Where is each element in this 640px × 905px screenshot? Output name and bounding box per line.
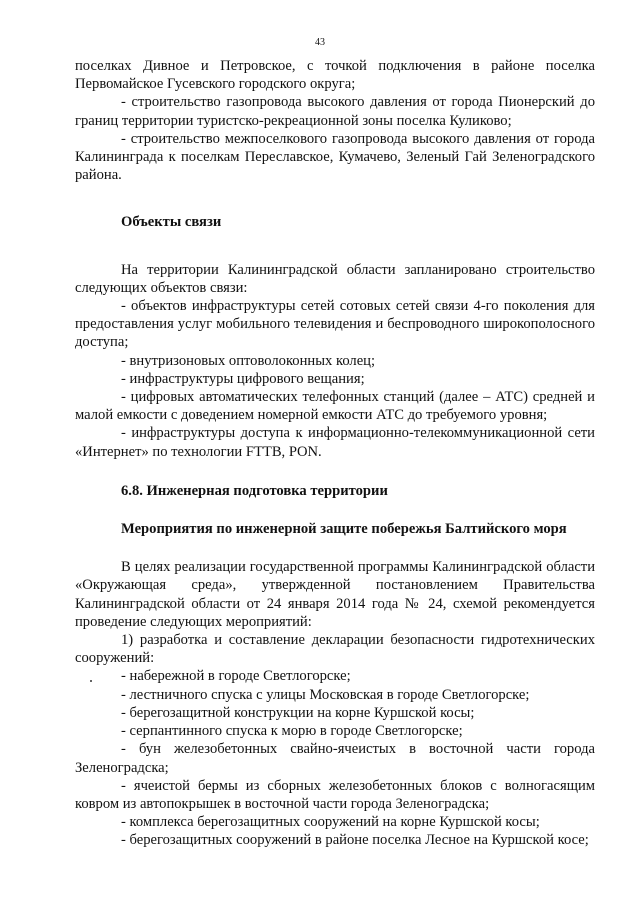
page-content — [75, 57, 595, 850]
scan-speck — [90, 680, 92, 682]
paragraph-gas-pionersky: - строительство газопровода высокого давления от города Пионерский до границ территории туристско-рекреационной зоны поселка Куликово; — [75, 94, 595, 129]
heading-engineering-preparation: 6.8. Инженерная подготовка территории — [121, 482, 388, 499]
heading-coast-protection: Мероприятия по инженерной защите побережья Балтийского моря — [121, 521, 567, 538]
list-item: - берегозащитных сооружений в районе поселка Лесное на Куршской косе; — [121, 832, 589, 849]
list-item: - берегозащитной конструкции на корне Куршской косы; — [121, 704, 475, 721]
list-item: - набережной в городе Светлогорске; — [121, 668, 351, 685]
list-item-numbered: 1) разработка и составление декларации безопасности гидротехнических сооружений: — [75, 632, 595, 667]
list-item: - комплекса берегозащитных сооружений на корне Куршской косы; — [121, 814, 540, 831]
list-item: - объектов инфраструктуры сетей сотовых сетей связи 4-го поколения для предоставления услуг мобильного телевидения и беспроводного широкополосного доступа; — [75, 298, 595, 351]
heading-communications: Объекты связи — [121, 214, 222, 231]
paragraph-gas-settlements: поселках Дивное и Петровское, с точкой подключения в районе поселка Первомайское Гусевского городского округа; — [75, 58, 595, 93]
communications-intro: На территории Калининградской области запланировано строительство следующих объектов связи: — [75, 261, 595, 296]
paragraph-gas-kaliningrad: - строительство межпоселкового газопровода высокого давления от города Калининграда к поселкам Переславское, Кумачево, Зеленый Гай Зеленоградского района. — [75, 130, 595, 184]
list-item: - инфраструктуры цифрового вещания; — [121, 370, 365, 387]
list-item: - инфраструктуры доступа к информационно-телекоммуникационной сети «Интернет» по технологии FTTB, PON. — [75, 425, 595, 460]
list-item: - цифровых автоматических телефонных станций (далее – АТС) средней и малой емкости с доведением номерной емкости АТС до требуемого уровня; — [75, 389, 595, 424]
list-item: - ячеистой бермы из сборных железобетонных блоков с волногасящим ковром из автопокрышек в восточной части города Зеленоградска; — [75, 777, 595, 812]
list-item: - серпантинного спуска к морю в городе Светлогорске; — [121, 723, 463, 740]
engineering-intro: В целях реализации государственной программы Калининградской области «Окружающая среда», утвержденной постановлением Правительства Калининградской области от 24 января 2014 года № 24, схемой рекомендуется проведение следующих мероприятий: — [75, 559, 595, 630]
page-number: 43 — [315, 37, 325, 48]
list-item: - бун железобетонных свайно-ячеистых в восточной части города Зеленоградска; — [75, 741, 595, 776]
list-item: - лестничного спуска с улицы Московская в городе Светлогорске; — [121, 686, 530, 703]
list-item: - внутризоновых оптоволоконных колец; — [121, 352, 376, 369]
